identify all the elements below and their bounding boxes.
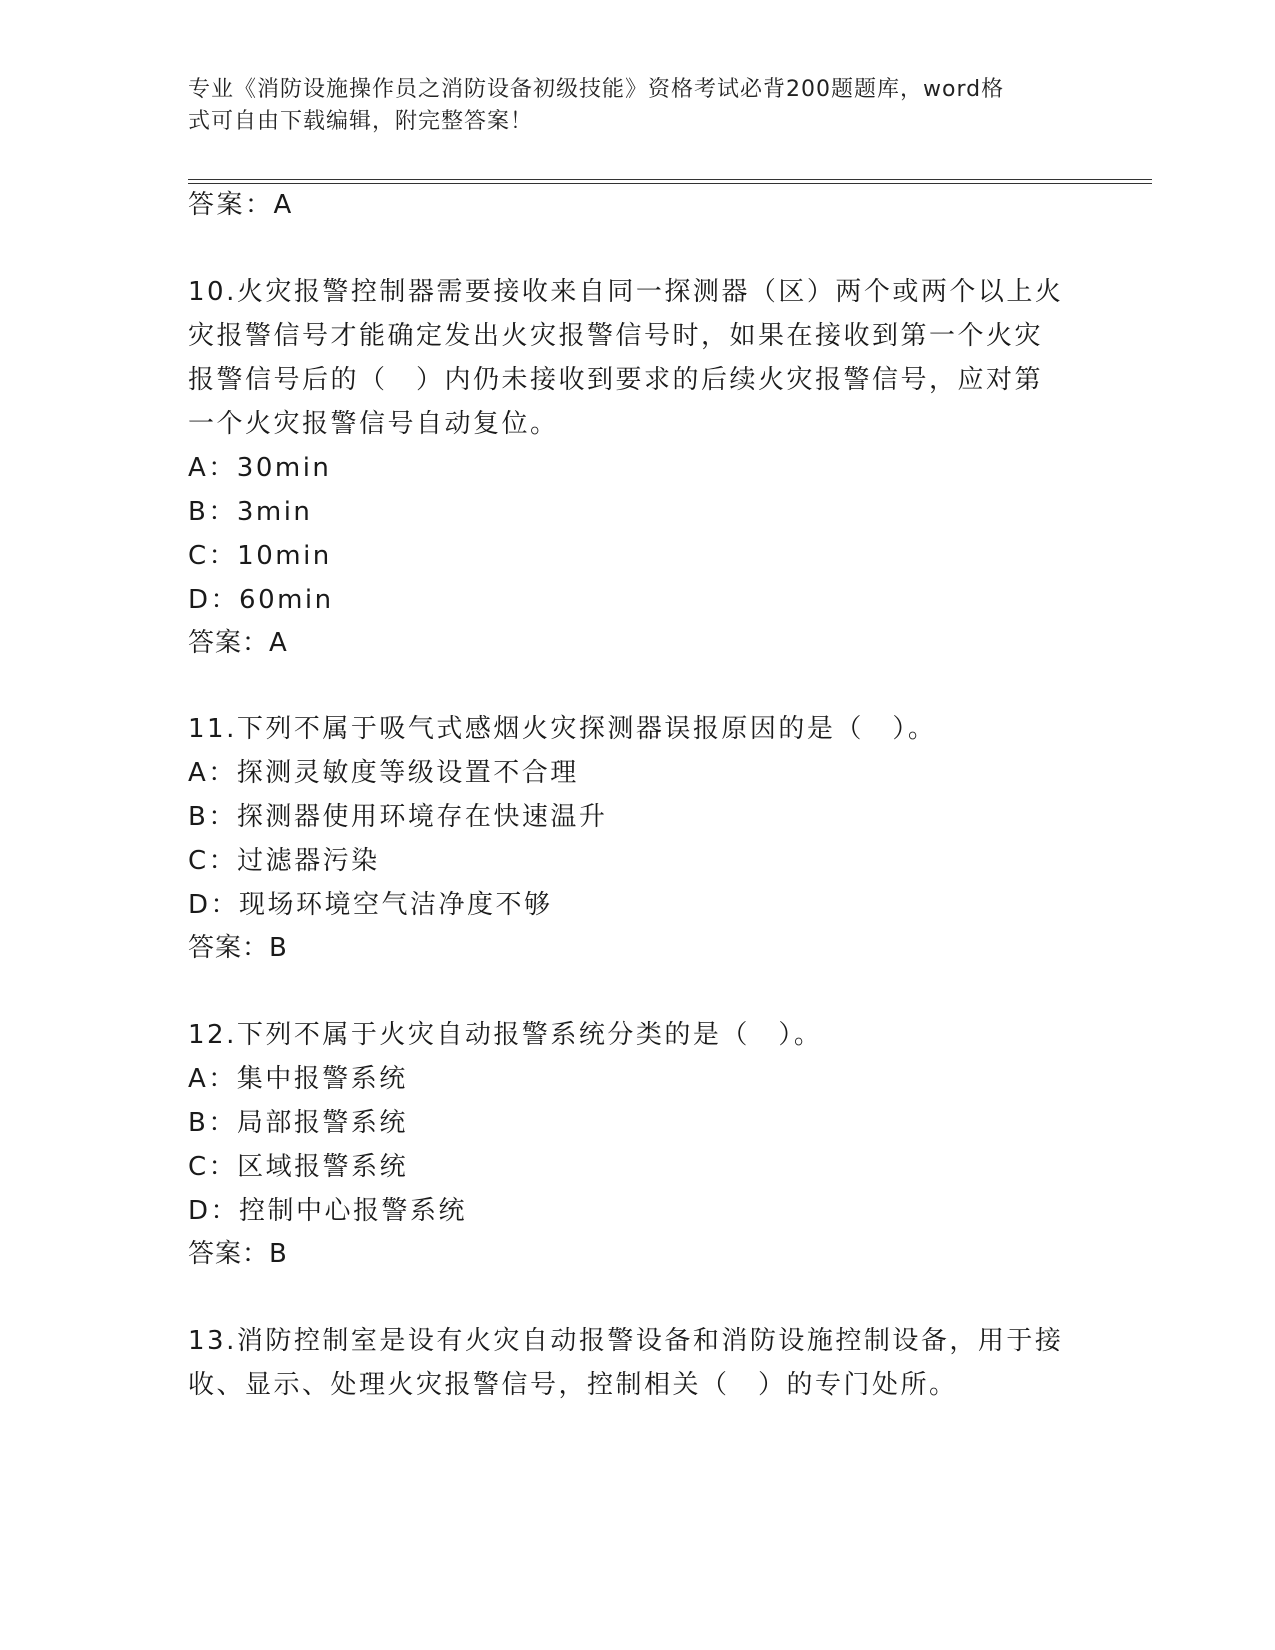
- q10-line-4: 一个火灾报警信号自动复位。: [188, 409, 559, 439]
- q10-line-1: 10.火灾报警控制器需要接收来自同一探测器（区）两个或两个以上火: [188, 277, 1064, 307]
- q11-option-d: D：现场环境空气洁净度不够: [188, 890, 553, 920]
- q10-option-b: B：3min: [188, 497, 313, 527]
- q10-line-3: 报警信号后的（ ）内仍未接收到要求的后续火灾报警信号，应对第: [188, 365, 1044, 395]
- q11-option-a: A：探测灵敏度等级设置不合理: [188, 758, 579, 788]
- header-line-1: 专业《消防设施操作员之消防设备初级技能》资格考试必背200题题库，word格: [188, 77, 1005, 102]
- q13-line-1: 13.消防控制室是设有火灾自动报警设备和消防设施控制设备，用于接: [188, 1326, 1064, 1356]
- answer-prev: 答案：A: [188, 190, 294, 220]
- q12-option-b: B：局部报警系统: [188, 1108, 408, 1138]
- q10-option-a: A：30min: [188, 453, 332, 483]
- page-header: [188, 74, 1068, 138]
- header-divider-double: [188, 183, 1152, 184]
- q10-answer: 答案：A: [188, 628, 288, 658]
- q11-option-b: B：探测器使用环境存在快速温升: [188, 802, 608, 832]
- q11-line-1: 11.下列不属于吸气式感烟火灾探测器误报原因的是（ ）。: [188, 714, 937, 744]
- q11-option-c: C：过滤器污染: [188, 846, 380, 876]
- header-line-2: 式可自由下载编辑，附完整答案！: [188, 109, 534, 134]
- q12-answer: 答案：B: [188, 1239, 288, 1269]
- q12-option-d: D：控制中心报警系统: [188, 1196, 468, 1226]
- q10-option-c: C：10min: [188, 541, 332, 571]
- q12-option-c: C：区域报警系统: [188, 1152, 409, 1182]
- q12-line-1: 12.下列不属于火灾自动报警系统分类的是（ ）。: [188, 1020, 823, 1050]
- q10-line-2: 灾报警信号才能确定发出火灾报警信号时，如果在接收到第一个火灾: [188, 321, 1044, 351]
- q13-line-2: 收、显示、处理火灾报警信号，控制相关（ ）的专门处所。: [188, 1370, 958, 1400]
- q12-option-a: A：集中报警系统: [188, 1064, 408, 1094]
- q10-option-d: D：60min: [188, 585, 334, 615]
- header-divider: [188, 179, 1152, 180]
- q11-answer: 答案：B: [188, 933, 288, 963]
